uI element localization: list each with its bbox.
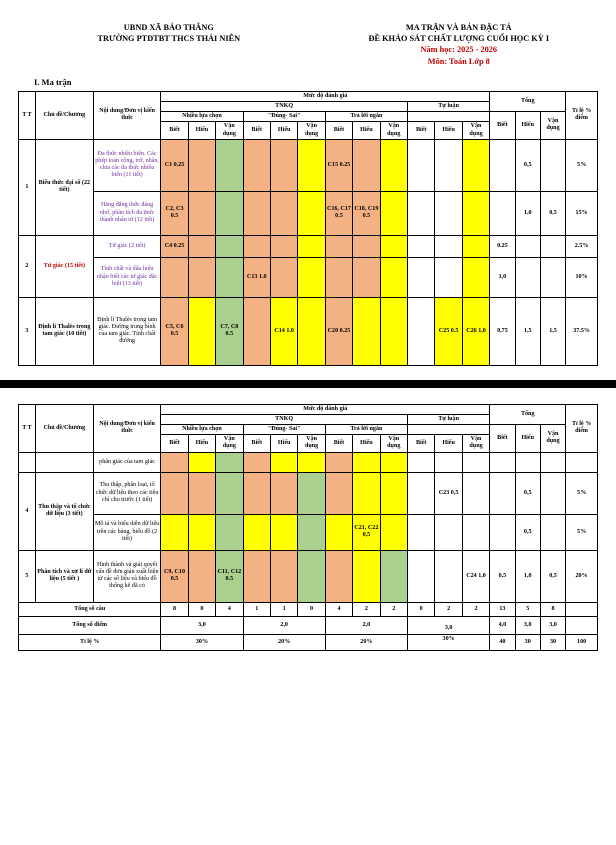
row-tt: 5 <box>19 550 36 602</box>
cell-ds-biet <box>243 235 270 257</box>
cell-tl-vandung <box>462 235 489 257</box>
cell-tong-hieu <box>515 235 540 257</box>
ds-vandung: Vận dụng <box>298 435 325 452</box>
tong-vandung: Vận dụng <box>540 425 565 453</box>
col-mucdo: Mức độ đánh giá <box>161 404 490 414</box>
col-nhieuluachon: Nhiều lựa chọn <box>161 425 243 435</box>
cell-ds-biet: C13 1.0 <box>243 257 270 297</box>
col-tong: Tổng <box>490 404 566 424</box>
cell-ds-hieu <box>270 257 297 297</box>
cell-tln-vandung <box>380 297 407 365</box>
mlc-vandung: Vận dụng <box>216 122 243 139</box>
cell-tong-hieu: 1,0 <box>515 550 540 602</box>
cell-tl-hieu <box>435 235 462 257</box>
cell-mlc-hieu <box>188 139 215 191</box>
row-noidung: Tứ giác (2 tiết) <box>93 235 160 257</box>
cell-mlc-biet <box>161 472 188 514</box>
points-tong-hieu: 3,0 <box>515 616 540 634</box>
cell-ds-biet <box>243 514 270 550</box>
cell-ds-hieu <box>270 235 297 257</box>
row-chude: Tứ giác (15 tiết) <box>35 235 93 297</box>
count-ds-hieu: 1 <box>270 602 297 616</box>
cell-mlc-vandung: C11, C12 0.5 <box>216 550 243 602</box>
table-row <box>19 550 598 602</box>
tln-biet: Biết <box>325 122 352 139</box>
cell-tile: 20% <box>566 550 598 602</box>
doc-title-line2: ĐỀ KHẢO SÁT CHẤT LƯỢNG CUỐI HỌC KỲ I <box>368 34 550 44</box>
cell-mlc-hieu <box>188 235 215 257</box>
col-mucdo: Mức độ đánh giá <box>161 91 490 101</box>
count-mlc-hieu: 0 <box>188 602 215 616</box>
cell-tl-biet <box>407 191 434 235</box>
cell-tln-biet <box>325 257 352 297</box>
cell-ds-vandung <box>298 472 325 514</box>
points-tile <box>566 616 598 634</box>
cell-tl-vandung <box>462 452 489 472</box>
tong-hieu: Hiểu <box>515 425 540 453</box>
label-ti-le: Tỉ lệ % <box>19 634 161 650</box>
cell-tln-hieu: C21, C22 0,5 <box>353 514 380 550</box>
tl-biet: Biết <box>407 122 434 139</box>
mlc-hieu: Hiểu <box>188 435 215 452</box>
tl-vandung: Vận dụng <box>462 122 489 139</box>
cell-ds-biet <box>243 297 270 365</box>
cell-mlc-vandung <box>216 191 243 235</box>
col-noidung: Nội dung/Đơn vị kiến thức <box>93 91 160 139</box>
cell-tong-hieu: 1,5 <box>515 297 540 365</box>
cell-tl-hieu <box>435 191 462 235</box>
cell-mlc-biet: C2, C3 0.5 <box>161 191 188 235</box>
col-traloingan: Trả lời ngắn <box>325 425 407 435</box>
count-mlc-biet: 8 <box>161 602 188 616</box>
cell-tl-hieu <box>435 514 462 550</box>
ds-vandung: Vận dụng <box>298 122 325 139</box>
count-tong-vandung: 8 <box>540 602 565 616</box>
col-nhieuluachon: Nhiều lựa chọn <box>161 112 243 122</box>
ds-biet: Biết <box>243 435 270 452</box>
cell-ds-vandung <box>298 139 325 191</box>
col-tnkq: TNKQ <box>161 101 408 111</box>
cell-mlc-biet: C9, C10 0.5 <box>161 550 188 602</box>
cell-mlc-biet: C5, C6 0.5 <box>161 297 188 365</box>
cell-mlc-vandung <box>216 235 243 257</box>
cell-tl-hieu <box>435 257 462 297</box>
cell-mlc-biet <box>161 514 188 550</box>
tong-biet: Biết <box>490 425 515 453</box>
cell-tln-hieu <box>353 452 380 472</box>
cell-tong-hieu <box>515 257 540 297</box>
table-row <box>19 452 598 472</box>
cell-tl-hieu: C25 0.5 <box>435 297 462 365</box>
table-row <box>19 191 598 235</box>
cell-tong-biet: 0,75 <box>490 297 515 365</box>
points-tl: 3,0 <box>407 616 489 634</box>
tl-hieu: Hiểu <box>435 435 462 452</box>
col-noidung: Nội dung/Đơn vị kiến thức <box>93 404 160 452</box>
cell-tln-hieu <box>353 550 380 602</box>
cell-tong-vandung <box>540 514 565 550</box>
count-mlc-vandung: 4 <box>216 602 243 616</box>
percent-mlc: 30% <box>161 634 243 650</box>
cell-ds-vandung <box>298 191 325 235</box>
row-noidung: Hằng đẳng thức đáng nhớ, phân tích đa thức thành nhân tử (12 tiết) <box>93 191 160 235</box>
cell-tln-biet <box>325 514 352 550</box>
cell-tl-vandung: C26 1,0 <box>462 297 489 365</box>
col-tuluan: Tự luận <box>407 414 489 424</box>
tln-vandung: Vận dụng <box>380 435 407 452</box>
cell-mlc-vandung <box>216 472 243 514</box>
percent-ds: 20% <box>243 634 325 650</box>
count-ds-vandung: 0 <box>298 602 325 616</box>
cell-tl-vandung: C24 1,0 <box>462 550 489 602</box>
cell-tln-hieu <box>353 257 380 297</box>
cell-tong-vandung: 1,5 <box>540 297 565 365</box>
count-tln-hieu: 2 <box>353 602 380 616</box>
cell-tl-biet <box>407 452 434 472</box>
cell-tln-hieu: C18, C19 0.5 <box>353 191 380 235</box>
cell-tln-biet: C16, C17 0.5 <box>325 191 352 235</box>
cell-tl-biet <box>407 550 434 602</box>
cell-tl-biet <box>407 235 434 257</box>
cell-tl-vandung <box>462 139 489 191</box>
table-header-row <box>19 404 598 414</box>
mlc-biet: Biết <box>161 122 188 139</box>
row-noidung: Tính chất và dấu hiệu nhận biết các tứ giác đặc biệt (13 tiết) <box>93 257 160 297</box>
doc-title-line1: MA TRẬN VÀ BẢN ĐẶC TẢ <box>405 23 512 32</box>
section-title: I. Ma trận <box>34 76 72 87</box>
cell-tln-vandung <box>380 139 407 191</box>
cell-tong-biet <box>490 191 515 235</box>
row-noidung: Định lí Thalès trong tam giác. Đường trung bình của tam giác. Tính chất đường <box>93 297 160 365</box>
cell-ds-hieu <box>270 472 297 514</box>
count-tl-vandung: 2 <box>462 602 489 616</box>
cell-tile: 5% <box>566 514 598 550</box>
ds-biet: Biết <box>243 122 270 139</box>
cell-tln-biet <box>325 472 352 514</box>
ds-hieu: Hiểu <box>270 122 297 139</box>
cell-tile: 15% <box>566 191 598 235</box>
cell-tong-hieu <box>515 452 540 472</box>
cell-ds-vandung <box>298 550 325 602</box>
cell-mlc-vandung <box>216 452 243 472</box>
points-tln: 2,0 <box>325 616 407 634</box>
row-noidung: Thu thập, phân loại, tổ chức dữ liệu theo các tiêu chí cho trước (1 tiết) <box>93 472 160 514</box>
cell-tl-biet <box>407 139 434 191</box>
cell-ds-hieu: C14 1.0 <box>270 297 297 365</box>
row-tt: 2 <box>19 235 36 297</box>
cell-mlc-vandung <box>216 139 243 191</box>
cell-tong-hieu: 0,5 <box>515 139 540 191</box>
row-noidung: Mô tả và biểu diễn dữ liệu trên các bảng, biểu đồ (2 tiết) <box>93 514 160 550</box>
cell-tong-hieu: 0,5 <box>515 472 540 514</box>
cell-mlc-vandung: C7, C8 0.5 <box>216 297 243 365</box>
col-chude: Chủ đề/Chương <box>35 91 93 139</box>
table-header-row <box>19 91 598 101</box>
tl-biet: Biết <box>407 435 434 452</box>
cell-tln-vandung <box>380 235 407 257</box>
row-tt <box>19 452 36 472</box>
cell-mlc-hieu <box>188 550 215 602</box>
col-tile: Tỉ lệ % điểm <box>566 404 598 452</box>
tl-hieu: Hiểu <box>435 122 462 139</box>
cell-tl-biet <box>407 297 434 365</box>
cell-tl-hieu: C23 0,5 <box>435 472 462 514</box>
mlc-hieu: Hiểu <box>188 122 215 139</box>
cell-ds-hieu <box>270 139 297 191</box>
cell-ds-hieu <box>270 191 297 235</box>
cell-ds-biet <box>243 550 270 602</box>
cell-tile: 5% <box>566 472 598 514</box>
tln-biet: Biết <box>325 435 352 452</box>
cell-tile: 5% <box>566 139 598 191</box>
cell-tl-vandung <box>462 514 489 550</box>
count-tln-biet: 4 <box>325 602 352 616</box>
count-ds-biet: 1 <box>243 602 270 616</box>
cell-tl-vandung <box>462 191 489 235</box>
table-row <box>19 235 598 257</box>
cell-tong-biet <box>490 514 515 550</box>
count-tong-biet: 13 <box>490 602 515 616</box>
cell-tln-vandung <box>380 191 407 235</box>
cell-tln-biet <box>325 452 352 472</box>
cell-tong-biet: 0.25 <box>490 235 515 257</box>
cell-tln-biet: C15 0.25 <box>325 139 352 191</box>
cell-tong-vandung <box>540 472 565 514</box>
cell-mlc-vandung <box>216 514 243 550</box>
cell-ds-hieu <box>270 452 297 472</box>
school-year: Năm học: 2025 - 2026 <box>420 45 498 55</box>
matrix-table-part2 <box>18 404 598 651</box>
row-tt: 3 <box>19 297 36 365</box>
cell-ds-biet <box>243 452 270 472</box>
cell-mlc-hieu <box>188 297 215 365</box>
cell-ds-vandung <box>298 297 325 365</box>
row-chude <box>35 452 93 472</box>
cell-ds-hieu <box>270 514 297 550</box>
row-chude: Phân tích và xử lí dữ liệu (5 tiết ) <box>35 550 93 602</box>
col-tt: T T <box>19 404 36 452</box>
cell-tong-vandung <box>540 235 565 257</box>
percent-tong-vandung: 30 <box>540 634 565 650</box>
col-tong: Tổng <box>490 91 566 111</box>
row-tt: 4 <box>19 472 36 550</box>
cell-tln-vandung <box>380 472 407 514</box>
cell-tile: 2.5% <box>566 235 598 257</box>
points-mlc: 3,0 <box>161 616 243 634</box>
header-right <box>320 22 598 67</box>
cell-mlc-biet: C4 0.25 <box>161 235 188 257</box>
cell-tong-biet <box>490 139 515 191</box>
tln-hieu: Hiểu <box>353 435 380 452</box>
tong-biet: Biết <box>490 112 515 140</box>
cell-tln-vandung <box>380 514 407 550</box>
cell-tong-biet: 0,5 <box>490 550 515 602</box>
row-chude: Biểu thức đại số (22 tiết) <box>35 139 93 235</box>
tl-vandung: Vận dụng <box>462 435 489 452</box>
tong-hieu: Hiểu <box>515 112 540 140</box>
cell-tong-hieu: 0,5 <box>515 514 540 550</box>
count-tl-hieu: 2 <box>435 602 462 616</box>
label-tong-so-cau: Tổng số câu <box>19 602 161 616</box>
subject-grade: Môn: Toán Lớp 8 <box>427 56 490 66</box>
cell-ds-vandung <box>298 452 325 472</box>
row-noidung: Hình thành và giải quyết vấn đề đơn giản xuất hiện từ các số liệu và biểu đồ thống kê đã có <box>93 550 160 602</box>
cell-ds-biet <box>243 191 270 235</box>
cell-tl-hieu <box>435 139 462 191</box>
cell-tile: 37.5% <box>566 297 598 365</box>
matrix-table-part1 <box>18 91 598 366</box>
cell-tong-vandung <box>540 139 565 191</box>
cell-ds-biet <box>243 139 270 191</box>
col-tnkq: TNKQ <box>161 414 408 424</box>
count-tl-biet: 0 <box>407 602 434 616</box>
label-tong-so-diem: Tổng số điểm <box>19 616 161 634</box>
count-tile <box>566 602 598 616</box>
points-tong-vandung: 3,0 <box>540 616 565 634</box>
cell-tln-vandung <box>380 257 407 297</box>
page-break-divider <box>0 380 616 388</box>
cell-tln-hieu <box>353 297 380 365</box>
cell-mlc-hieu <box>188 514 215 550</box>
row-chude: Định lí Thalès trong tam giác (10 tiết) <box>35 297 93 365</box>
cell-tong-biet <box>490 452 515 472</box>
row-noidung: Đa thức nhiều biến. Các phép toán cộng, trừ, nhân, chia các đa thức nhiều biến (11 tiết) <box>93 139 160 191</box>
totals-row-count <box>19 602 598 616</box>
cell-tln-vandung <box>380 550 407 602</box>
cell-mlc-biet <box>161 257 188 297</box>
cell-mlc-biet: C1 0.25 <box>161 139 188 191</box>
cell-tl-biet <box>407 472 434 514</box>
cell-tln-biet: C20 0.25 <box>325 297 352 365</box>
table-row <box>19 472 598 514</box>
col-dungsai: "Đúng- Sai" <box>243 425 325 435</box>
cell-tln-vandung <box>380 452 407 472</box>
cell-ds-vandung <box>298 257 325 297</box>
cell-tln-hieu <box>353 139 380 191</box>
percent-tln: 20% <box>325 634 407 650</box>
cell-tln-hieu <box>353 235 380 257</box>
col-tt: T T <box>19 91 36 139</box>
cell-tl-vandung <box>462 257 489 297</box>
col-tuluan: Tự luận <box>407 101 489 111</box>
mlc-vandung: Vận dụng <box>216 435 243 452</box>
cell-tong-vandung: 0,5 <box>540 550 565 602</box>
cell-tong-vandung: 0,5 <box>540 191 565 235</box>
table-row <box>19 257 598 297</box>
school-name: TRƯỜNG PTDTBT THCS THÁI NIÊN <box>97 34 241 44</box>
cell-mlc-hieu <box>188 472 215 514</box>
cell-tl-biet <box>407 514 434 550</box>
cell-ds-vandung <box>298 235 325 257</box>
tln-hieu: Hiểu <box>353 122 380 139</box>
cell-tong-vandung <box>540 452 565 472</box>
table-row <box>19 514 598 550</box>
header-left <box>18 22 320 67</box>
row-noidung: phân giác của tam giác <box>93 452 160 472</box>
document-header <box>0 0 616 67</box>
cell-tong-hieu: 1,0 <box>515 191 540 235</box>
cell-tl-hieu <box>435 550 462 602</box>
cell-mlc-biet <box>161 452 188 472</box>
col-dungsai: "Đúng- Sai" <box>243 112 325 122</box>
cell-mlc-hieu <box>188 191 215 235</box>
cell-mlc-hieu <box>188 257 215 297</box>
percent-total: 100 <box>566 634 598 650</box>
percent-tong-biet: 40 <box>490 634 515 650</box>
cell-tl-hieu <box>435 452 462 472</box>
cell-tl-vandung <box>462 472 489 514</box>
table-row <box>19 139 598 191</box>
row-tt: 1 <box>19 139 36 235</box>
percent-tong-hieu: 30 <box>515 634 540 650</box>
row-chude: Thu thập và tổ chức dữ liệu (3 tiết) <box>35 472 93 550</box>
totals-row-percent <box>19 634 598 650</box>
cell-tong-vandung <box>540 257 565 297</box>
col-chude: Chủ đề/Chương <box>35 404 93 452</box>
percent-tl: 30% <box>407 634 489 650</box>
cell-ds-biet <box>243 472 270 514</box>
cell-mlc-hieu <box>188 452 215 472</box>
cell-ds-vandung <box>298 514 325 550</box>
cell-tile: 10% <box>566 257 598 297</box>
cell-tl-biet <box>407 257 434 297</box>
ds-hieu: Hiểu <box>270 435 297 452</box>
totals-row-points <box>19 616 598 634</box>
cell-tile <box>566 452 598 472</box>
cell-tln-biet <box>325 550 352 602</box>
col-tile: Tỉ lệ % điểm <box>566 91 598 139</box>
tln-vandung: Vận dụng <box>380 122 407 139</box>
cell-tong-biet <box>490 472 515 514</box>
cell-tln-biet <box>325 235 352 257</box>
table-row <box>19 297 598 365</box>
mlc-biet: Biết <box>161 435 188 452</box>
cell-ds-hieu <box>270 550 297 602</box>
cell-tln-hieu <box>353 472 380 514</box>
cell-mlc-vandung <box>216 257 243 297</box>
col-traloingan: Trả lời ngắn <box>325 112 407 122</box>
school-authority: UBND XÃ BẢO THẮNG <box>123 23 214 32</box>
points-tong-biet: 4,0 <box>490 616 515 634</box>
count-tong-hieu: 5 <box>515 602 540 616</box>
count-tln-vandung: 2 <box>380 602 407 616</box>
tong-vandung: Vận dụng <box>540 112 565 140</box>
points-ds: 2,0 <box>243 616 325 634</box>
cell-tong-biet: 1,0 <box>490 257 515 297</box>
